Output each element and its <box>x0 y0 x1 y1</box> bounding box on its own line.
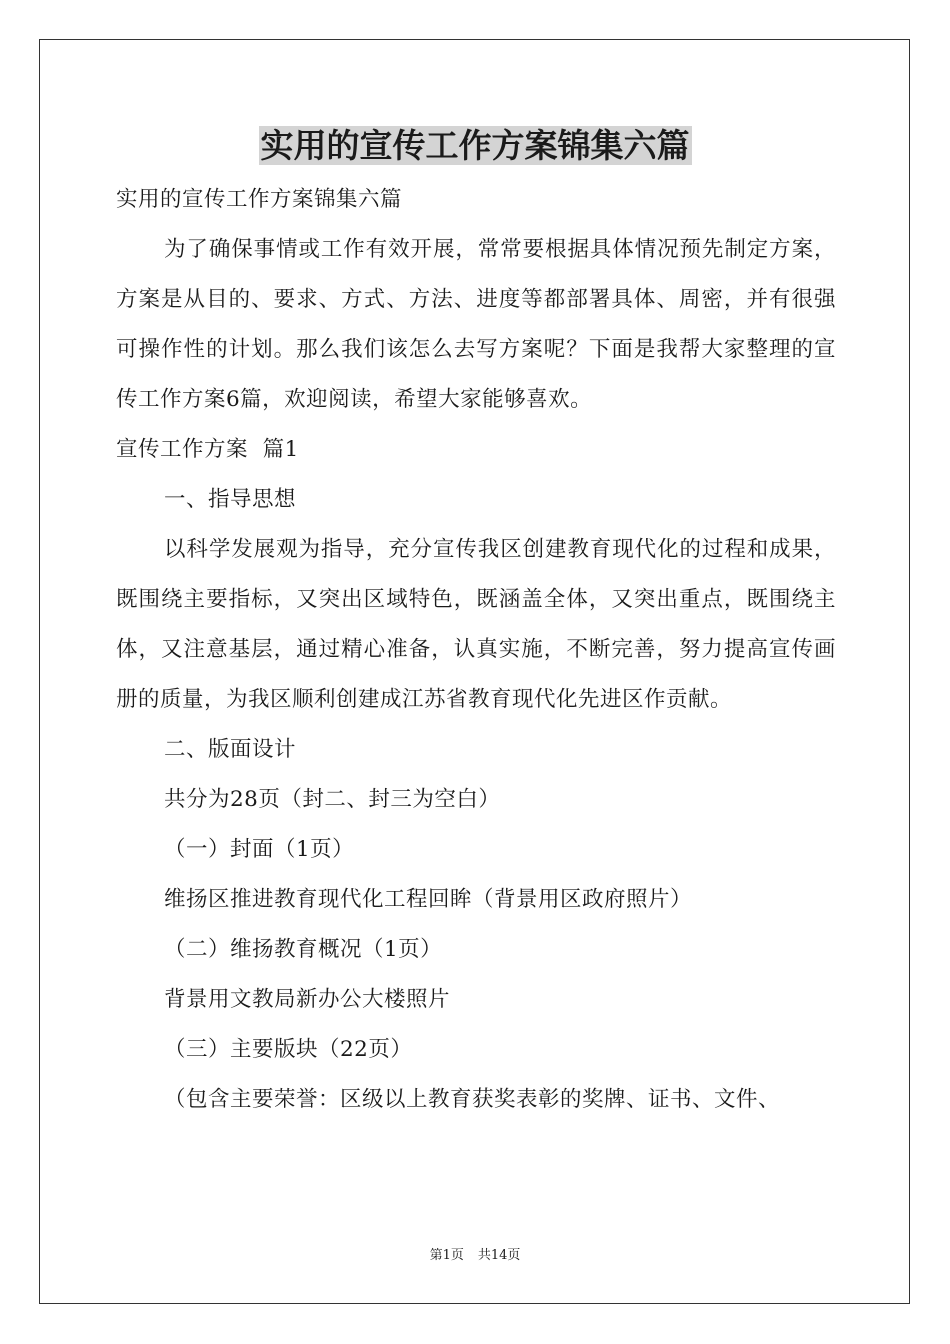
document-title <box>0 123 950 169</box>
page-number-current: 第1页 <box>429 1248 464 1263</box>
guiding-ideology-paragraph: 以科学发展观为指导，充分宣传我区创建教育现代化的过程和成果，既围绕主要指标，又突出区域特色，既涵盖全体，又突出重点，既围绕主体，又注意基层，通过精心准备，认真实施，不断完善，努力提高宣传画册的质量，为我区顺利创建成江苏省教育现代化先进区作贡献。 <box>116 537 836 712</box>
cover-description: 维扬区推进教育现代化工程回眸（背景用区政府照片） <box>164 887 693 912</box>
intro-paragraph: 为了确保事情或工作有效开展，常常要根据具体情况预先制定方案，方案是从目的、要求、方式、方法、进度等都部署具体、周密，并有很强可操作性的计划。那么我们该怎么去写方案呢？下面是我帮大家整理的宣传工作方案6篇，欢迎阅读，希望大家能够喜欢。 <box>116 237 836 412</box>
document-body <box>116 175 836 1125</box>
document-title-text: 实用的宣传工作方案锦集六篇 <box>260 126 690 165</box>
main-sections-description: （包含主要荣誉：区级以上教育获奖表彰的奖牌、证书、文件、 <box>164 1087 781 1112</box>
item-education-overview: （二）维扬教育概况（1页） <box>164 937 443 962</box>
document-subtitle: 实用的宣传工作方案锦集六篇 <box>116 187 403 212</box>
item-main-sections: （三）主要版块（22页） <box>164 1037 413 1062</box>
layout-page-count: 共分为28页（封二、封三为空白） <box>164 787 501 812</box>
page-footer <box>0 1246 950 1266</box>
heading-guiding-ideology: 一、指导思想 <box>164 487 297 512</box>
heading-layout-design: 二、版面设计 <box>164 737 297 762</box>
page-number-total: 共14页 <box>477 1248 521 1263</box>
section-heading-plan-1: 宣传工作方案 篇1 <box>116 437 299 462</box>
item-cover: （一）封面（1页） <box>164 837 355 862</box>
overview-description: 背景用文教局新办公大楼照片 <box>164 987 451 1012</box>
